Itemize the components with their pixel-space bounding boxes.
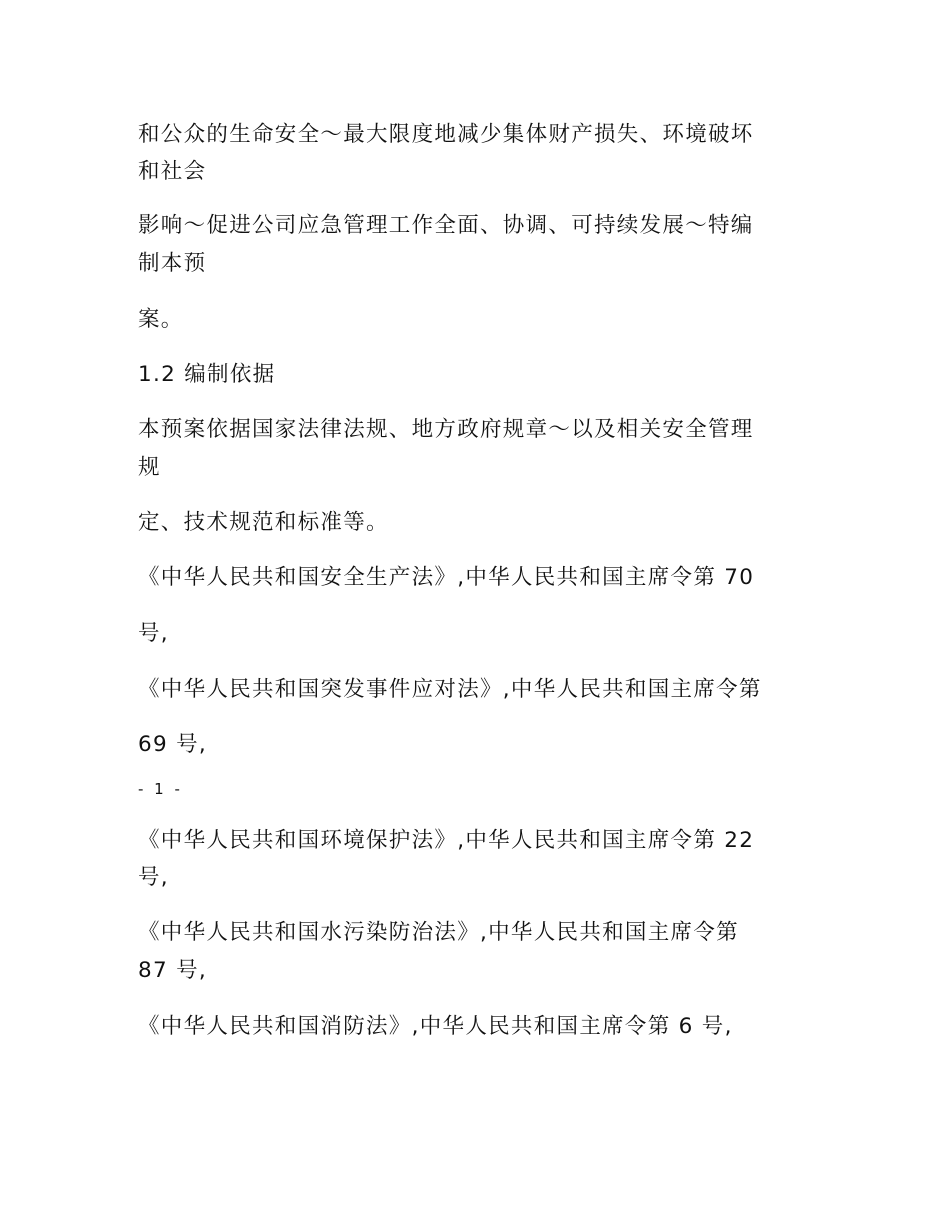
law-reference-line: 号, xyxy=(138,865,169,890)
law-reference-line: 《中华人民共和国消防法》,中华人民共和国主席令第 6 号, xyxy=(138,1014,733,1039)
text-line: 本预案依据国家法律法规、地方政府规章～以及相关安全管理 xyxy=(138,417,754,442)
law-reference-line: 《中华人民共和国突发事件应对法》,中华人民共和国主席令第 xyxy=(138,677,762,702)
law-reference-line: 《中华人民共和国水污染防治法》,中华人民共和国主席令第 xyxy=(138,920,739,945)
text-line: 定、技术规范和标准等。 xyxy=(138,510,389,535)
page-number: - 1 - xyxy=(138,780,183,798)
text-line: 制本预 xyxy=(138,251,207,276)
text-line: 和社会 xyxy=(138,159,207,184)
text-line: 和公众的生命安全～最大限度地减少集体财产损失、环境破坏 xyxy=(138,122,754,147)
text-line: 影响～促进公司应急管理工作全面、协调、可持续发展～特编 xyxy=(138,213,754,238)
law-reference-line: 69 号, xyxy=(138,732,208,757)
law-reference-line: 号, xyxy=(138,621,169,646)
section-heading: 1.2 编制依据 xyxy=(138,362,276,387)
law-reference-line: 87 号, xyxy=(138,958,208,983)
text-line: 案。 xyxy=(138,307,184,332)
text-line: 规 xyxy=(138,455,161,480)
law-reference-line: 《中华人民共和国安全生产法》,中华人民共和国主席令第 70 xyxy=(138,565,755,590)
law-reference-line: 《中华人民共和国环境保护法》,中华人民共和国主席令第 22 xyxy=(138,828,755,853)
